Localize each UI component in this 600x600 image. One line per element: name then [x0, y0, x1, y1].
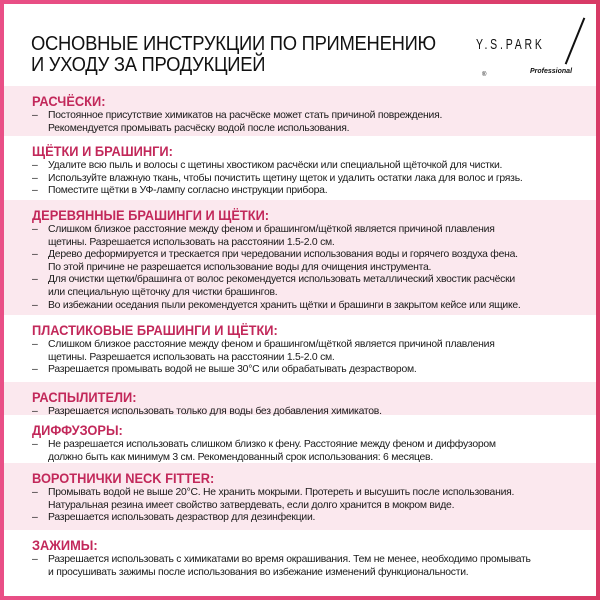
section-heading: ВОРОТНИЧКИ NECK FITTER:: [32, 471, 215, 486]
section-heading: ПЛАСТИКОВЫЕ БРАШИНГИ И ЩЁТКИ:: [32, 323, 278, 338]
header: [4, 4, 596, 86]
bullet-dash: –: [32, 160, 38, 171]
list-item: [32, 512, 596, 525]
bullet-dash: –: [32, 339, 38, 350]
item-text: Разрешается использовать дезраствор для дезинфекции.: [48, 512, 316, 524]
list-item: [32, 185, 596, 198]
section-heading: ЗАЖИМЫ:: [32, 538, 98, 553]
list-item: [32, 554, 596, 579]
section: [4, 86, 596, 136]
section: [4, 415, 596, 463]
list-item: [32, 364, 596, 377]
item-text: Во избежании оседания пыли рекомендуется хранить щётки и брашинги в закрытом кейсе или ящике.: [48, 299, 521, 311]
section-heading: ДИФФУЗОРЫ:: [32, 423, 123, 438]
section-heading: РАСПЫЛИТЕЛИ:: [32, 390, 137, 405]
item-text: Удалите всю пыль и волосы с щетины хвостиком расчёски или специальной щёточкой для чистки.: [48, 160, 503, 171]
item-text: Разрешается использовать только для воды без добавления химикатов.: [48, 406, 382, 417]
section: [4, 136, 596, 200]
bullet-dash: –: [32, 185, 38, 197]
page-title: ОСНОВНЫЕ ИНСТРУКЦИИ ПО ПРИМЕНЕНИЮ И УХОДУ ЗА ПРОДУКЦИЕЙ: [31, 33, 436, 76]
list-item: [32, 173, 596, 186]
section: [4, 382, 596, 415]
logo-slash: [565, 17, 586, 64]
bullet-dash: –: [32, 249, 38, 261]
bullet-dash: –: [32, 406, 38, 417]
bullet-dash: –: [32, 364, 38, 376]
list-item: [32, 487, 596, 512]
item-text: Поместите щётки в УФ-лампу согласно инструкции прибора.: [48, 185, 328, 197]
bullet-dash: –: [32, 299, 38, 311]
bullet-dash: –: [32, 110, 38, 121]
item-text: Промывать водой не выше 20°C. Не хранить мокрыми. Протереть и высушить после использования. Натуральная резина имеет свойство затвердевать, если долго хранится в мокром виде.: [48, 487, 515, 511]
list-item: [32, 274, 596, 299]
section: [4, 463, 596, 530]
item-text: Разрешается промывать водой не выше 30°C или обрабатывать дезраствором.: [48, 364, 417, 376]
item-text: Не разрешается использовать слишком близко к фену. Расстояние между феном и диффузором должно быть как минимум 3 см. Рекомендованный срок использования: 6 месяцев.: [48, 439, 496, 463]
bullet-dash: –: [32, 554, 38, 565]
registered-mark: ®: [482, 72, 487, 78]
list-item: [32, 224, 596, 249]
bullet-dash: –: [32, 487, 38, 498]
brand-logo: [462, 12, 592, 82]
bullet-dash: –: [32, 172, 38, 184]
section: [4, 200, 596, 315]
item-text: Слишком близкое расстояние между феном и брашингом/щёткой является причиной плавления щетины. Разрешается использовать на расстоянии 1.5-2.0 см.: [48, 224, 495, 248]
bullet-dash: –: [32, 439, 38, 450]
item-text: Используйте влажную ткань, чтобы почистить щетину щеток и удалить остатки лака для волос и грязь.: [48, 172, 523, 184]
section: [4, 315, 596, 382]
item-text: Дерево деформируется и трескается при чередовании использования воды и горячего воздуха фена. По этой причине не разрешается использование воды для очищения инструмента.: [48, 249, 518, 273]
logo-brand: Y.S.PARK: [476, 36, 545, 53]
item-text: Постоянное присутствие химикатов на расчёске может стать причиной повреждения. Рекомендуется промывать расчёску водой после использования.: [48, 110, 443, 134]
list-item: [32, 339, 596, 364]
item-text: Разрешается использовать с химикатами во время окрашивания. Тем не менее, необходимо промывать и просушивать зажимы после использования во избежание изменений функциональности.: [48, 554, 531, 578]
item-text: Для очистки щетки/брашинга от волос рекомендуется использовать металлический хвостик расчёски или специальную щёточку для чистки брашингов.: [48, 274, 515, 298]
list-item: [32, 439, 596, 464]
bullet-dash: –: [32, 274, 38, 286]
section-heading: ДЕРЕВЯННЫЕ БРАШИНГИ И ЩЁТКИ:: [32, 208, 270, 223]
list-item: [32, 300, 596, 313]
list-item: [32, 160, 596, 173]
logo-sub: Professional: [530, 68, 573, 75]
bullet-dash: –: [32, 512, 38, 524]
section-heading: ЩЁТКИ И БРАШИНГИ:: [32, 144, 173, 159]
list-item: [32, 249, 596, 274]
list-item: [32, 110, 596, 135]
bullet-dash: –: [32, 224, 38, 235]
section: [4, 530, 596, 596]
item-text: Слишком близкое расстояние между феном и брашингом/щёткой является причиной плавления щетины. Разрешается использовать на расстоянии 1.5-2.0 см.: [48, 339, 495, 363]
section-heading: РАСЧЁСКИ:: [32, 94, 106, 109]
